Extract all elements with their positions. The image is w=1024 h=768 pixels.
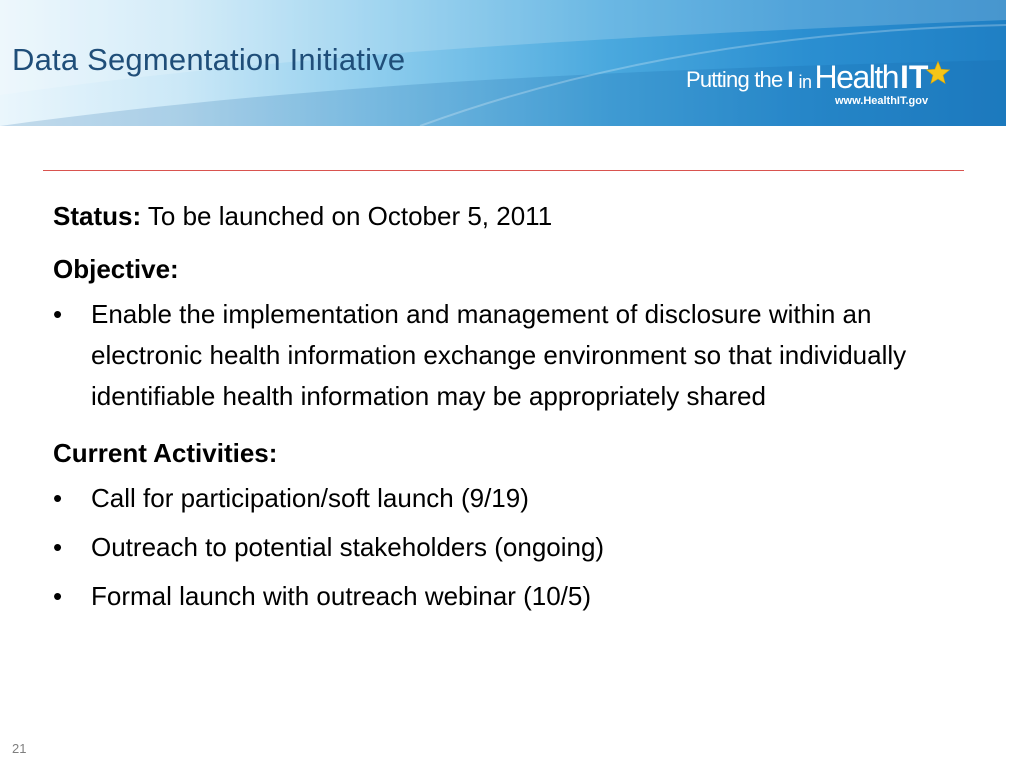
- page-number: 21: [12, 741, 27, 756]
- activity-item-text: Call for participation/soft launch (9/19): [91, 483, 529, 513]
- logo-text-it: IT: [900, 59, 929, 95]
- activities-list: [53, 478, 973, 617]
- bullet-icon: •: [53, 299, 63, 329]
- header-banner: [0, 0, 1006, 126]
- list-item: [53, 294, 973, 417]
- slide-title: Data Segmentation Initiative: [12, 42, 406, 77]
- list-item: [53, 527, 973, 568]
- status-label: Status:: [53, 201, 142, 231]
- slide-body: [53, 196, 973, 625]
- logo-text-putting: Putting the: [686, 67, 783, 92]
- list-item: [53, 478, 973, 519]
- list-item: [53, 576, 973, 617]
- activities-heading: Current Activities:: [53, 438, 278, 468]
- bullet-icon: •: [53, 483, 63, 513]
- activity-item-text: Formal launch with outreach webinar (10/5): [91, 581, 592, 611]
- logo-text-in: in: [798, 72, 812, 92]
- activity-item-text: Outreach to potential stakeholders (ongoing): [91, 532, 605, 562]
- star-icon: [925, 60, 951, 86]
- status-line: [53, 196, 973, 237]
- bullet-icon: •: [53, 532, 63, 562]
- healthit-logo: [686, 53, 951, 93]
- status-value: To be launched on October 5, 2011: [147, 201, 553, 231]
- bullet-icon: •: [53, 581, 63, 611]
- logo-text-i: I: [787, 67, 794, 92]
- logo-text-health: Health: [814, 59, 899, 95]
- objective-item-text: Enable the implementation and management of disclosure within an electronic health information exchange environment so that individually identifiable health information may be appropriately shared: [91, 299, 907, 411]
- logo-url: www.HealthIT.gov: [835, 95, 929, 107]
- divider-rule: [43, 170, 964, 171]
- objective-list: [53, 294, 973, 417]
- objective-heading: Objective:: [53, 254, 179, 284]
